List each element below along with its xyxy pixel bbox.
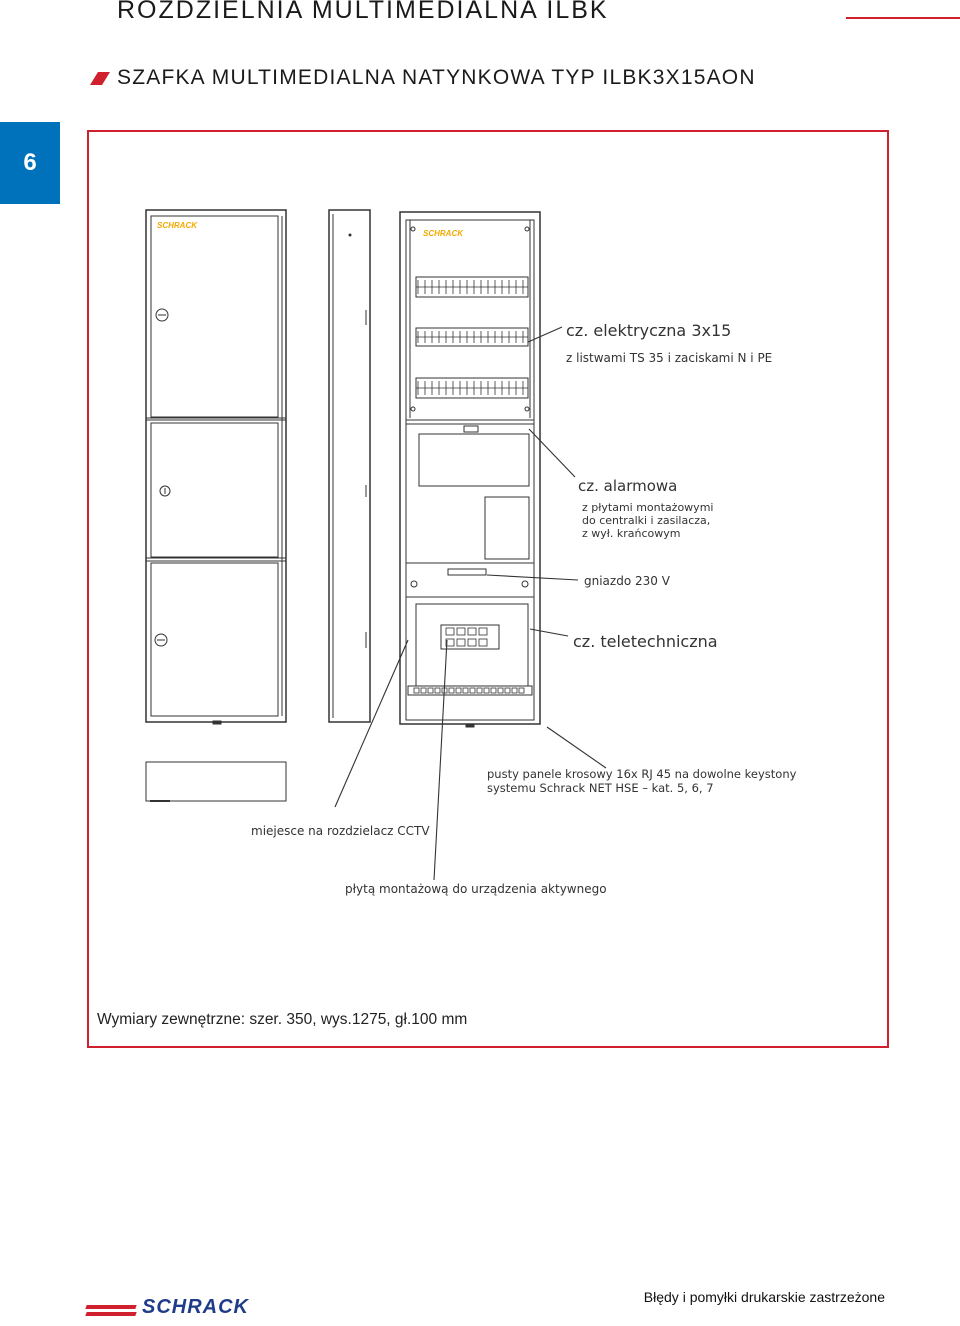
label-alarm-desc-1: z płytami montażowymi (582, 501, 714, 514)
label-electric-desc: z listwami TS 35 i zaciskami N i PE (566, 351, 773, 365)
cabinet-interior-view (400, 212, 540, 727)
section-title: SZAFKA MULTIMEDIALNA NATYNKOWA TYP ILBK3X15AON (117, 66, 756, 89)
label-alarm-desc-2: do centralki i zasilacza, (582, 514, 711, 527)
label-cctv: miejesce na rozdzielacz CCTV (251, 824, 430, 838)
label-alarm-desc-3: z wył. krańcowym (582, 527, 681, 540)
label-active-plate: płytą montażową do urządzenia aktywnego (345, 882, 607, 896)
label-alarm-title: cz. alarmowa (578, 477, 678, 495)
cabinet-plinth (146, 762, 286, 801)
label-patch-2: systemu Schrack NET HSE – kat. 5, 6, 7 (487, 781, 714, 795)
cabinet-front-view (146, 210, 286, 724)
label-electric-title: cz. elektryczna 3x15 (566, 321, 732, 340)
door-brand-logo: SCHRACK (157, 221, 197, 230)
schrack-logo (86, 1298, 271, 1320)
page-tab[interactable]: 6 (0, 122, 60, 204)
label-patch-1: pusty panele krosowy 16x RJ 45 na dowolne keystony (487, 767, 797, 781)
label-socket: gniazdo 230 V (584, 574, 670, 588)
footer-disclaimer: Błędy i pomyłki drukarskie zastrzeżone (643, 1289, 885, 1305)
cabinet-side-view (329, 210, 370, 722)
label-telecom-title: cz. teletechniczna (573, 632, 718, 651)
panel-brand-logo: SCHRACK (423, 229, 463, 238)
dimensions-text: Wymiary zewnętrzne: szer. 350, wys.1275, gł.100 mm (97, 1011, 468, 1028)
page-title: ROZDZIELNIA MULTIMEDIALNA ILBK (117, 0, 609, 24)
footer-brand: SCHRACK (142, 1296, 249, 1318)
